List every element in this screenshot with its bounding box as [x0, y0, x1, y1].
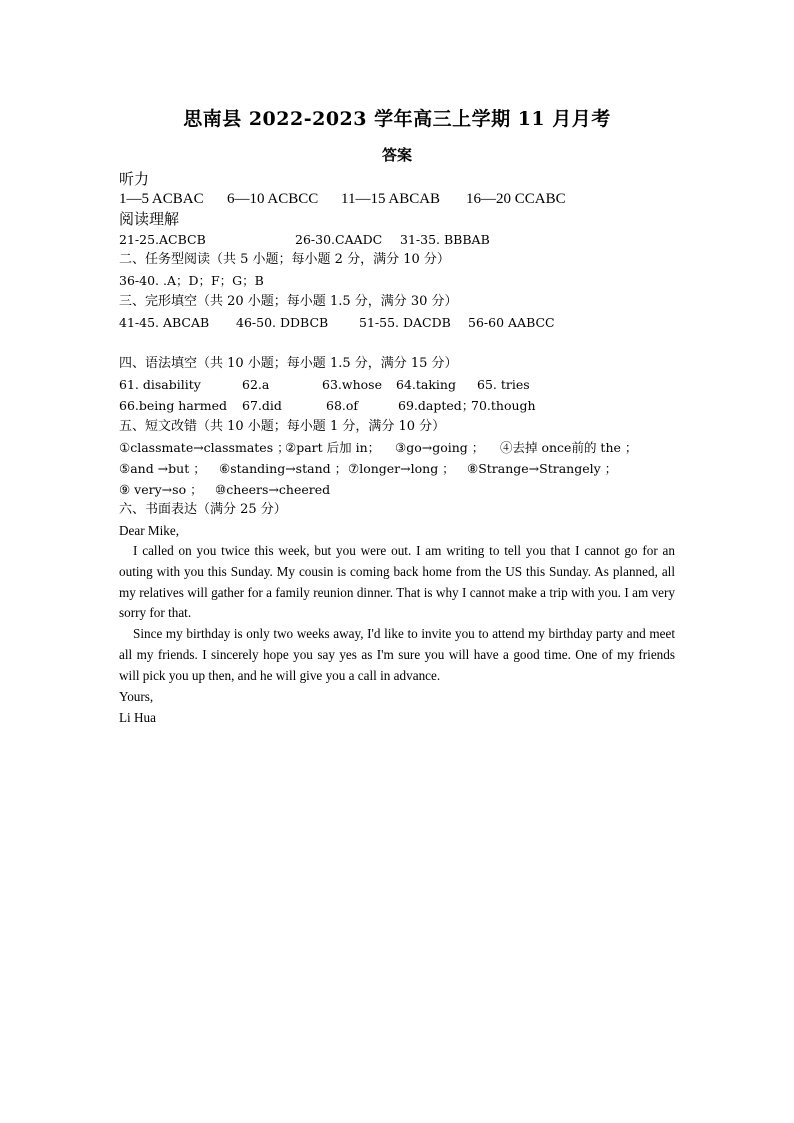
writing-heading: 六、书面表达（满分 25 分） — [119, 502, 287, 517]
correction-item-4: ④去掉 once前的 the ； — [500, 440, 638, 455]
cloze-answer-4: 56-60 AABCC — [468, 315, 555, 330]
grammar-answer-70: 70.though — [471, 398, 536, 413]
document-subtitle: 答案 — [381, 146, 412, 164]
letter-greeting: Dear Mike, — [119, 523, 180, 538]
task-reading-heading: 二、任务型阅读（共 5 小题；每小题 2 分，满分 10 分） — [119, 252, 450, 267]
letter-paragraph-2: Since my birthday is only two weeks away, I'd like to invite you to attend my birthday party and meet all my friends. I sincerely hope you say yes as I'm sure you will have a good time. One of my friends will pick you up then, and he will give you a call in advance. — [119, 626, 675, 683]
correction-item-2: ②part 后加 in； — [285, 440, 381, 455]
reading-answer-2: 26-30.CAADC — [295, 232, 383, 247]
grammar-answer-64: 64.taking — [396, 377, 456, 392]
grammar-answer-63: 63.whose — [322, 377, 382, 392]
correction-item-8: ⑧Strange→Strangely ； — [467, 461, 618, 476]
correction-item-9: ⑨ very→so ； — [119, 482, 203, 497]
listening-answer-4: 16—20 CCABC — [466, 191, 566, 207]
cloze-answer-2: 46-50. DDBCB — [236, 315, 329, 330]
letter-closing: Yours, — [119, 689, 154, 704]
reading-answer-1: 21-25.ACBCB — [119, 232, 206, 247]
letter-signature: Li Hua — [119, 710, 156, 725]
grammar-answer-69: 69.dapted； — [398, 398, 475, 413]
task-reading-answers: 36-40. .A；D；F；G；B — [119, 273, 264, 288]
grammar-answer-66: 66.being harmed — [119, 398, 228, 413]
listening-answer-1: 1—5 ACBAC — [119, 191, 204, 207]
cloze-heading: 三、完形填空（共 20 小题；每小题 1.5 分，满分 30 分） — [119, 294, 458, 309]
listening-heading: 听力 — [119, 170, 150, 188]
reading-heading: 阅读理解 — [119, 210, 180, 228]
correction-item-10: ⑩cheers→cheered — [215, 482, 331, 497]
cloze-answer-1: 41-45. ABCAB — [119, 315, 210, 330]
listening-answer-3: 11—15 ABCAB — [341, 191, 441, 207]
listening-answer-2: 6—10 ACBCC — [227, 191, 319, 207]
grammar-answer-68: 68.of — [326, 398, 359, 413]
grammar-answer-61: 61. disability — [119, 377, 201, 392]
cloze-answer-3: 51-55. DACDB — [359, 315, 451, 330]
grammar-heading: 四、语法填空（共 10 小题；每小题 1.5 分，满分 15 分） — [119, 356, 458, 371]
document-title: 思南县 2022-2023 学年高三上学期 11 月月考 — [183, 108, 611, 130]
letter-paragraph-1: I called on you twice this week, but you were out. I am writing to tell you that I cannot go for an outing with you this Sunday. My cousin is coming back home from the US this Sunday. As planned, all my relatives will gather for a family reunion dinner. That is why I cannot make a trip with you. I am very sorry for that. — [119, 543, 675, 621]
grammar-answer-65: 65. tries — [477, 377, 530, 392]
correction-item-7: ⑦longer→long ； — [348, 461, 455, 476]
grammar-answer-62: 62.a — [242, 377, 270, 392]
correction-item-6: ⑥standing→stand ； — [219, 461, 348, 476]
grammar-answer-67: 67.did — [242, 398, 282, 413]
reading-answer-3: 31-35. BBBAB — [400, 232, 490, 247]
correction-heading: 五、短文改错（共 10 小题；每小题 1 分，满分 10 分） — [119, 419, 446, 434]
correction-item-5: ⑤and →but ； — [119, 461, 206, 476]
correction-item-3: ③go→going ； — [395, 440, 485, 455]
correction-item-1: ①classmate→classmates ； — [119, 440, 290, 455]
